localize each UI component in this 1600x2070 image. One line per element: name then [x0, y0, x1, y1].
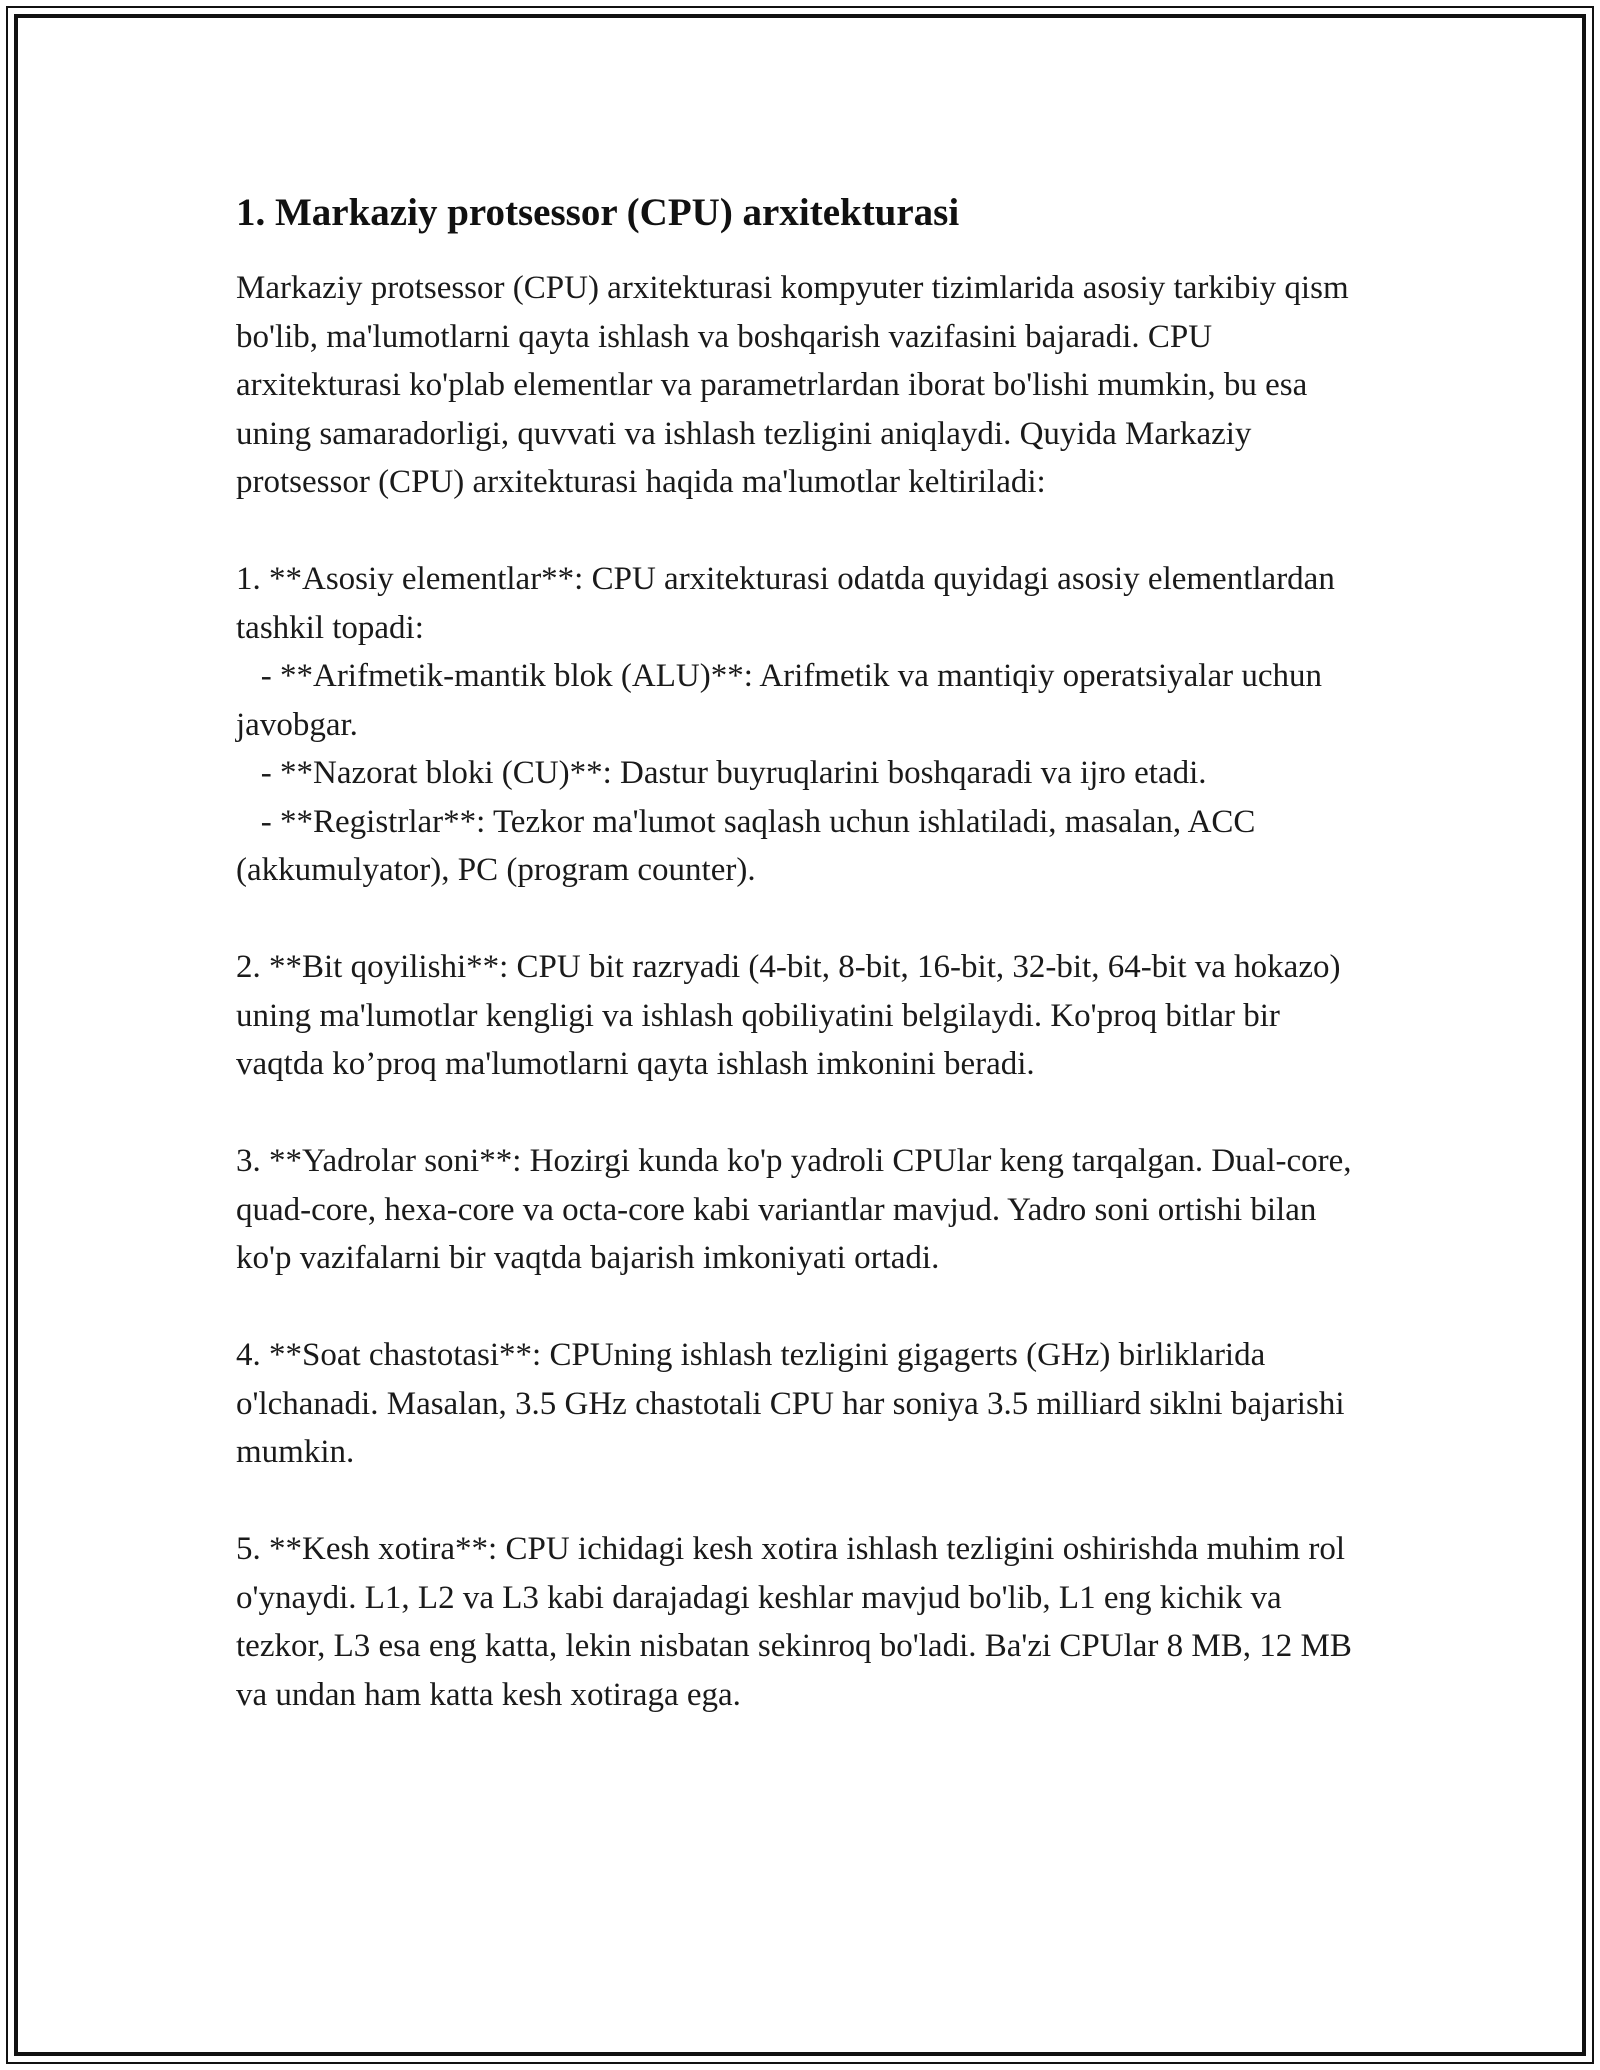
document-body: Markaziy protsessor (CPU) arxitekturasi kompyuter tizimlarida asosiy tarkibiy qism bo'lib, ma'lumotlarni qayta ishlash va boshqarish vazifasini bajaradi. CPU arxitekturasi ko'plab elementlar va parametrlardan iborat bo'lishi mumkin, bu esa uning samaradorligi, quvvati va ishlash tezligini aniqlaydi. Quyida Markaziy protsessor (CPU) arxitekturasi haqida ma'lumotlar keltiriladi: 1. **Asosiy elementlar**: CPU arxitekturasi odatda quyidagi asosiy elementlardan tashkil topadi: - **Arifmetik-mantik blok (ALU)**: Arifmetik va mantiqiy operatsiyalar uchun javobgar. - **Nazorat bloki (CU)**: Dastur buyruqlarini boshqaradi va ijro etadi. - **Registrlar**: Tezkor ma'lumot saqlash uchun ishlatiladi, masalan, ACC (akkumulyator), PC (program counter). 2. **Bit qoyilishi**: CPU bit razryadi (4-bit, 8-bit, 16-bit, 32-bit, 64-bit va hokazo) uning ma'lumotlar kengligi va ishlash qobiliyatini belgilaydi. Ko'proq bitlar bir vaqtda ko’proq ma'lumotlarni qayta ishlash imkonini beradi. 3. **Yadrolar soni**: Hozirgi kunda ko'p yadroli CPUlar keng tarqalgan. Dual-core, quad-core, hexa-core va octa-core kabi variantlar mavjud. Yadro soni ortishi bilan ko'p vazifalarni bir vaqtda bajarish imkoniyati ortadi. 4. **Soat chastotasi**: CPUning ishlash tezligini gigagerts (GHz) birliklarida o'lchanadi. Masalan, 3.5 GHz chastotali CPU har soniya 3.5 milliard siklni bajarishi mumkin. 5. **Kesh xotira**: CPU ichidagi kesh xotira ishlash tezligini oshirishda muhim rol o'ynaydi. L1, L2 va L3 kabi darajadagi keshlar mavjud bo'lib, L1 eng kichik va tezkor, L3 esa eng katta, lekin nisbatan sekinroq bo'ladi. Ba'zi CPUlar 8 MB, 12 MB va undan ham katta kesh xotiraga ega.	[236, 270, 1352, 1713]
document-page	[236, 184, 1376, 1719]
document-title: 1. Markaziy protsessor (CPU) arxitekturasi	[236, 191, 960, 234]
